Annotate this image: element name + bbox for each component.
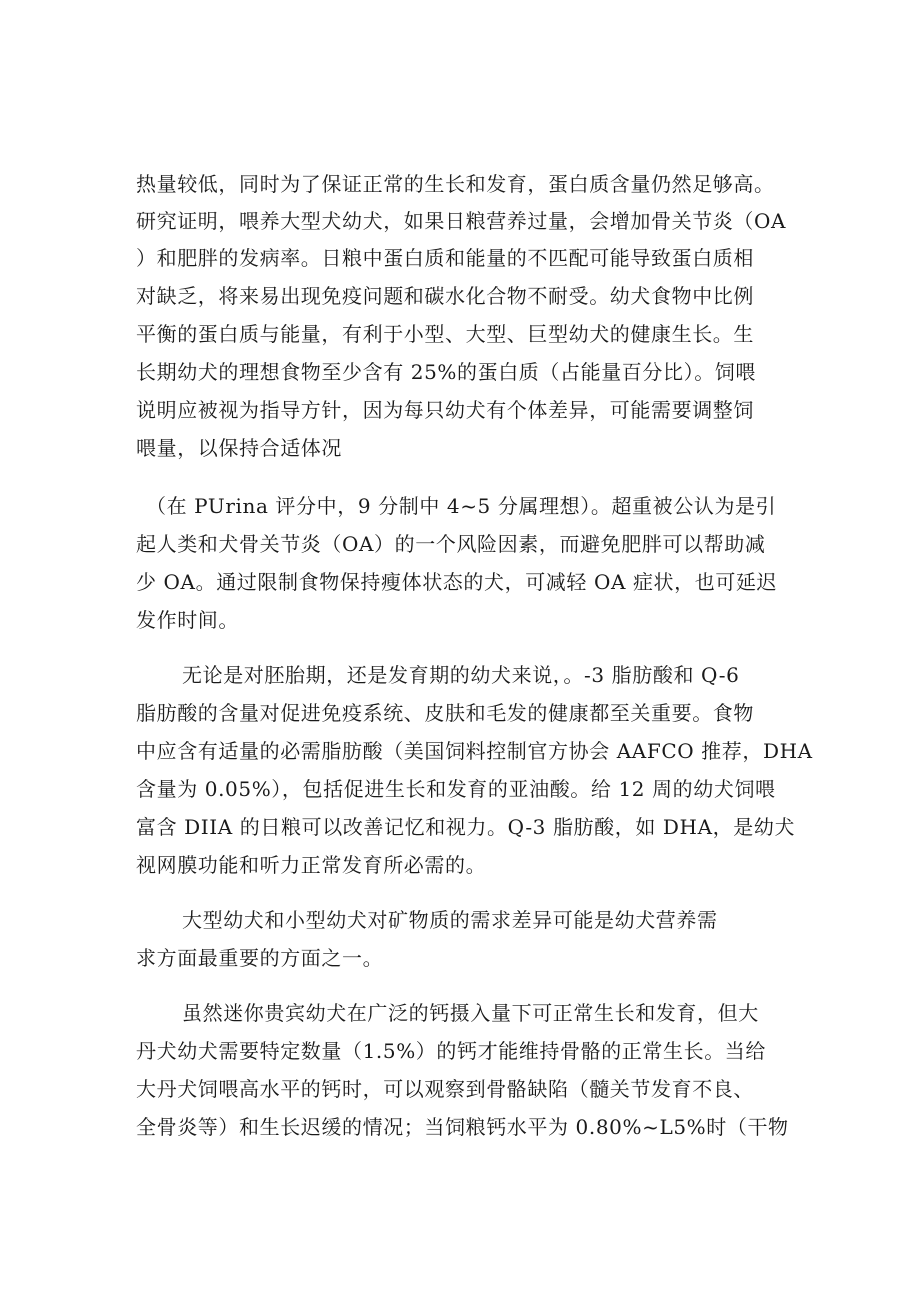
text-line: 对缺乏，将来易出现免疫问题和碳水化合物不耐受。幼犬食物中比例	[136, 284, 754, 308]
text-line: 中应含有适量的必需脂肪酸（美国饲料控制官方协会 AAFCO 推荐，DHA	[136, 739, 813, 763]
text-line: 喂量，以保持合适体况	[136, 436, 342, 460]
text-line: （在 PUrina 评分中，9 分制中 4~5 分属理想）。超重被公认为是引	[146, 494, 777, 518]
text-line: 发作时间。	[136, 608, 239, 632]
paragraph-first-line: 虽然迷你贵宾幼犬在广泛的钙摄入量下可正常生长和发育，但大	[182, 1001, 759, 1025]
text-line: 少 OA。通过限制食物保持瘦体状态的犬，可减轻 OA 症状，也可延迟	[136, 570, 778, 594]
text-line: 平衡的蛋白质与能量，有利于小型、大型、巨型幼犬的健康生长。生	[136, 322, 754, 346]
text-line: 长期幼犬的理想食物至少含有 25%的蛋白质（占能量百分比）。饲喂	[136, 360, 757, 384]
text-line: 丹犬幼犬需要特定数量（1.5%）的钙才能维持骨骼的正常生长。当给	[136, 1039, 767, 1063]
text-line: 含量为 0.05%），包括促进生长和发育的亚油酸。给 12 周的幼犬饲喂	[136, 777, 776, 801]
text-line: 说明应被视为指导方针，因为每只幼犬有个体差异，可能需要调整饲	[136, 398, 754, 422]
text-line: 富含 DIIA 的日粮可以改善记忆和视力。Q-3 脂肪酸，如 DHA，是幼犬	[136, 815, 796, 839]
text-line: 大丹犬饲喂高水平的钙时，可以观察到骨骼缺陷（髓关节发育不良、	[136, 1077, 754, 1101]
text-line: ）和肥胖的发病率。日粮中蛋白质和能量的不匹配可能导致蛋白质相	[136, 246, 754, 270]
text-line: 研究证明，喂养大型犬幼犬，如果日粮营养过量，会增加骨关节炎（OA	[136, 209, 787, 233]
text-line: 脂肪酸的含量对促进免疫系统、皮肤和毛发的健康都至关重要。食物	[136, 701, 754, 725]
text-line: 起人类和犬骨关节炎（OA）的一个风险因素，而避免肥胖可以帮助减	[136, 532, 766, 556]
text-line: 求方面最重要的方面之一。	[136, 946, 384, 970]
paragraph-first-line: 大型幼犬和小型幼犬对矿物质的需求差异可能是幼犬营养需	[182, 908, 718, 932]
text-line: 热量较低，同时为了保证正常的生长和发育，蛋白质含量仍然足够高。	[136, 172, 775, 196]
text-line: 全骨炎等）和生长迟缓的情况；当饲粮钙水平为 0.80%~L5%时（干物	[136, 1115, 789, 1139]
text-line: 视网膜功能和听力正常发育所必需的。	[136, 853, 487, 877]
paragraph-first-line: 无论是对胚胎期，还是发育期的幼犬来说，。-3 脂肪酸和 Q-6	[182, 663, 740, 687]
